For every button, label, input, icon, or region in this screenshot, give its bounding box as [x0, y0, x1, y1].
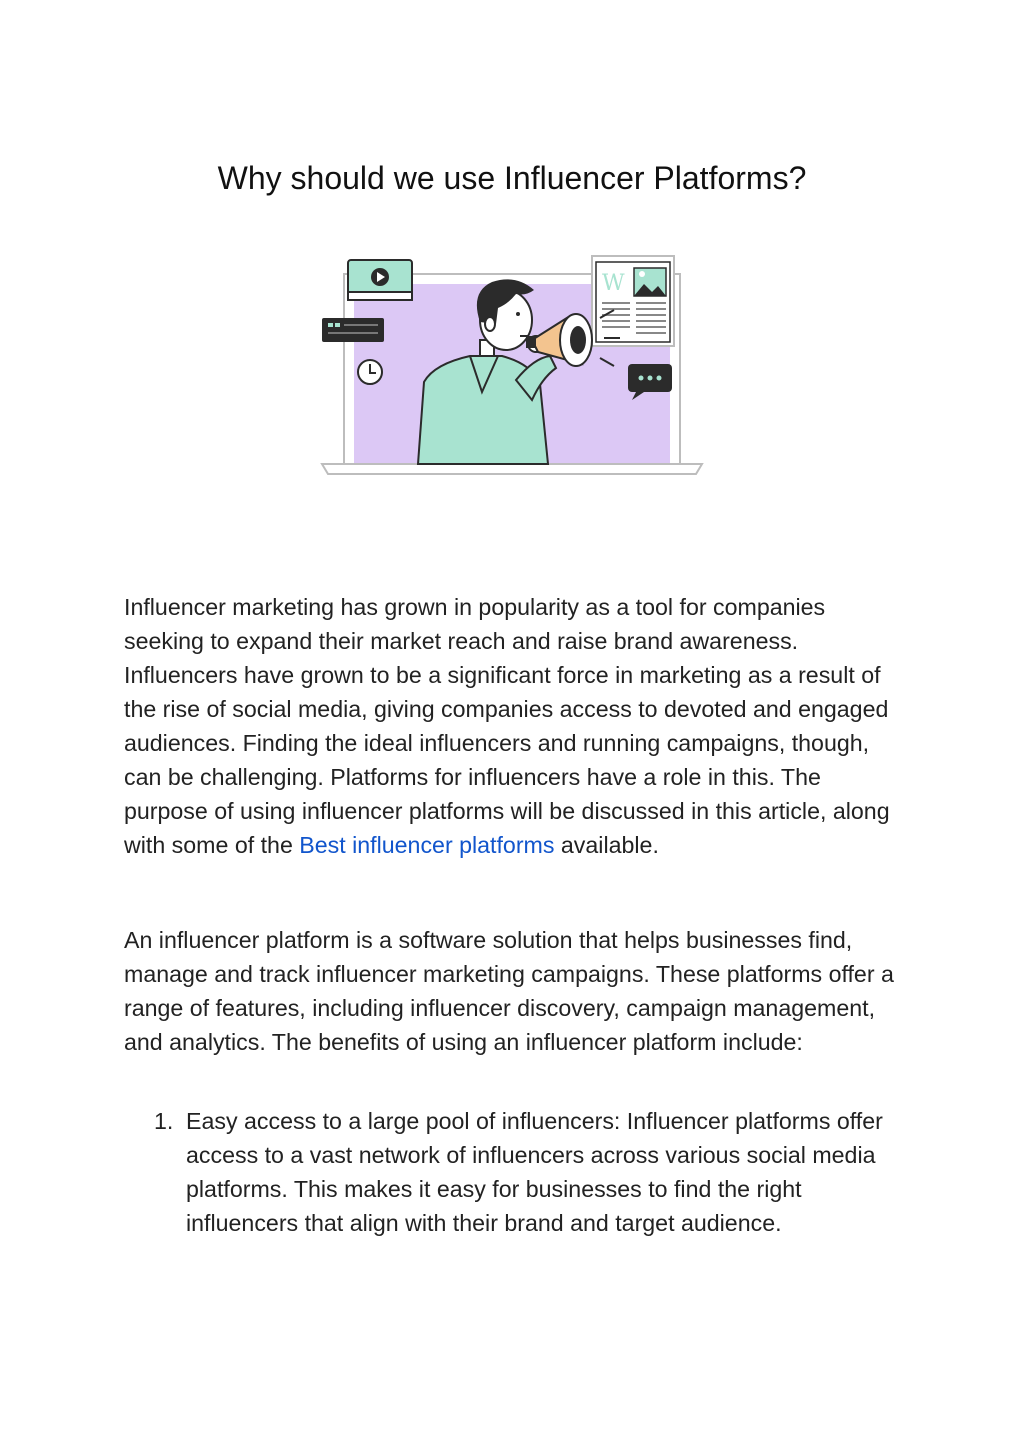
article-icon	[592, 256, 674, 346]
document-title: Why should we use Influencer Platforms?	[217, 160, 807, 196]
definition-paragraph: An influencer platform is a software solution that helps businesses find, manage and track influencer marketing campaigns. These platforms offer a range of features, including influencer discovery, campaign management, and analytics. The benefits of using an influencer platform include:	[124, 927, 894, 1055]
intro-text-end: available.	[554, 832, 659, 858]
message-bar-icon	[322, 318, 384, 342]
best-influencer-platforms-link[interactable]: Best influencer platforms	[299, 832, 555, 858]
hero-illustration	[320, 252, 704, 478]
intro-paragraph	[124, 590, 894, 862]
list-item-number: 1.	[154, 1108, 174, 1134]
list-item-text: Easy access to a large pool of influencers: Influencer platforms offer access to a vast network of influencers across various social media platforms. This makes it easy for businesses to find the right influencers that align with their brand and target audience.	[186, 1108, 883, 1236]
video-play-icon	[348, 260, 412, 300]
article-letter: W	[602, 271, 625, 296]
clock-icon	[358, 360, 382, 384]
intro-text: Influencer marketing has grown in popularity as a tool for companies seeking to expand their market reach and raise brand awareness. Influencers have grown to be a significant force in marketing as a result of the rise of social media, giving companies access to devoted and engaged audiences. Finding the ideal influencers and running campaigns, though, can be challenging. Platforms for influencers have a role in this. The purpose of using influencer platforms will be discussed in this article, along with some of the	[124, 594, 890, 858]
list-item	[124, 1104, 894, 1240]
benefits-list	[124, 1104, 894, 1240]
